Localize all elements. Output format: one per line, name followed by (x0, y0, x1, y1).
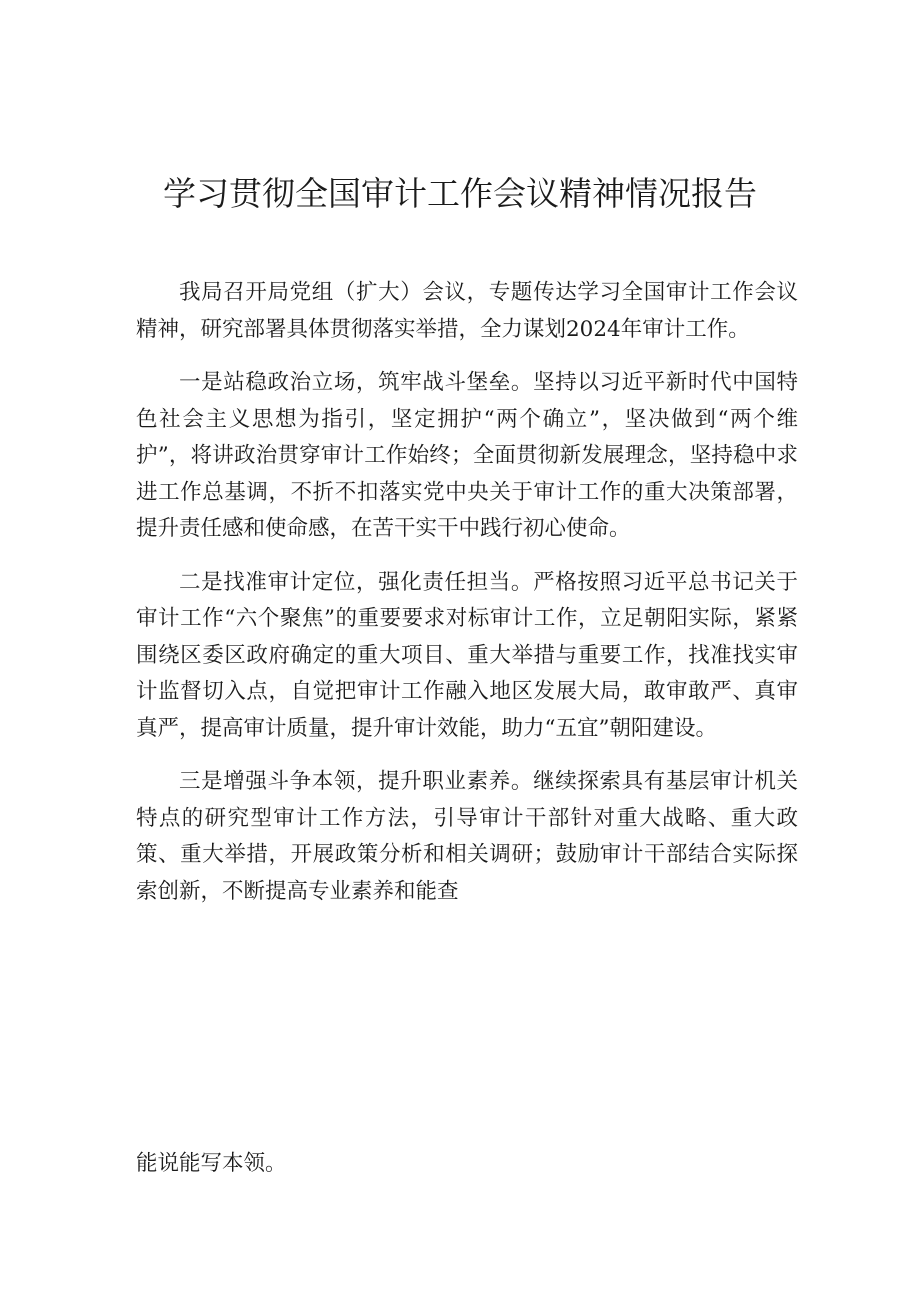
document-body (136, 275, 798, 910)
paragraph-point-two: 二是找准审计定位，强化责任担当。严格按照习近平总书记关于审计工作“六个聚焦”的重要要求对标审计工作，立足朝阳实际，紧紧围绕区委区政府确定的重大项目、重大举措与重要工作，找准找实审计监督切入点，自觉把审计工作融入地区发展大局，敢审敢严、真审真严，提高审计质量，提升审计效能，助力“五宜”朝阳建设。 (136, 569, 798, 741)
document-title: 学习贯彻全国审计工作会议精神情况报告 (163, 174, 757, 213)
paragraph-point-three: 三是增强斗争本领，提升职业素养。继续探索具有基层审计机关特点的研究型审计工作方法，引导审计干部针对重大战略、重大政策、重大举措，开展政策分析和相关调研；鼓励审计干部结合实际探索创新，不断提高专业素养和能查 (136, 769, 798, 904)
paragraph-tail: 能说能写本领。 (136, 1151, 287, 1176)
paragraph-point-one: 一是站稳政治立场，筑牢战斗堡垒。坚持以习近平新时代中国特色社会主义思想为指引，坚定拥护“两个确立”，坚决做到“两个维护”，将讲政治贯穿审计工作始终；全面贯彻新发展理念，坚持稳中求进工作总基调，不折不扣落实党中央关于审计工作的重大决策部署，提升责任感和使命感，在苦干实干中践行初心使命。 (136, 370, 798, 541)
paragraph-intro: 我局召开局党组（扩大）会议，专题传达学习全国审计工作会议精神，研究部署具体贯彻落实举措，全力谋划2024年审计工作。 (136, 280, 798, 342)
